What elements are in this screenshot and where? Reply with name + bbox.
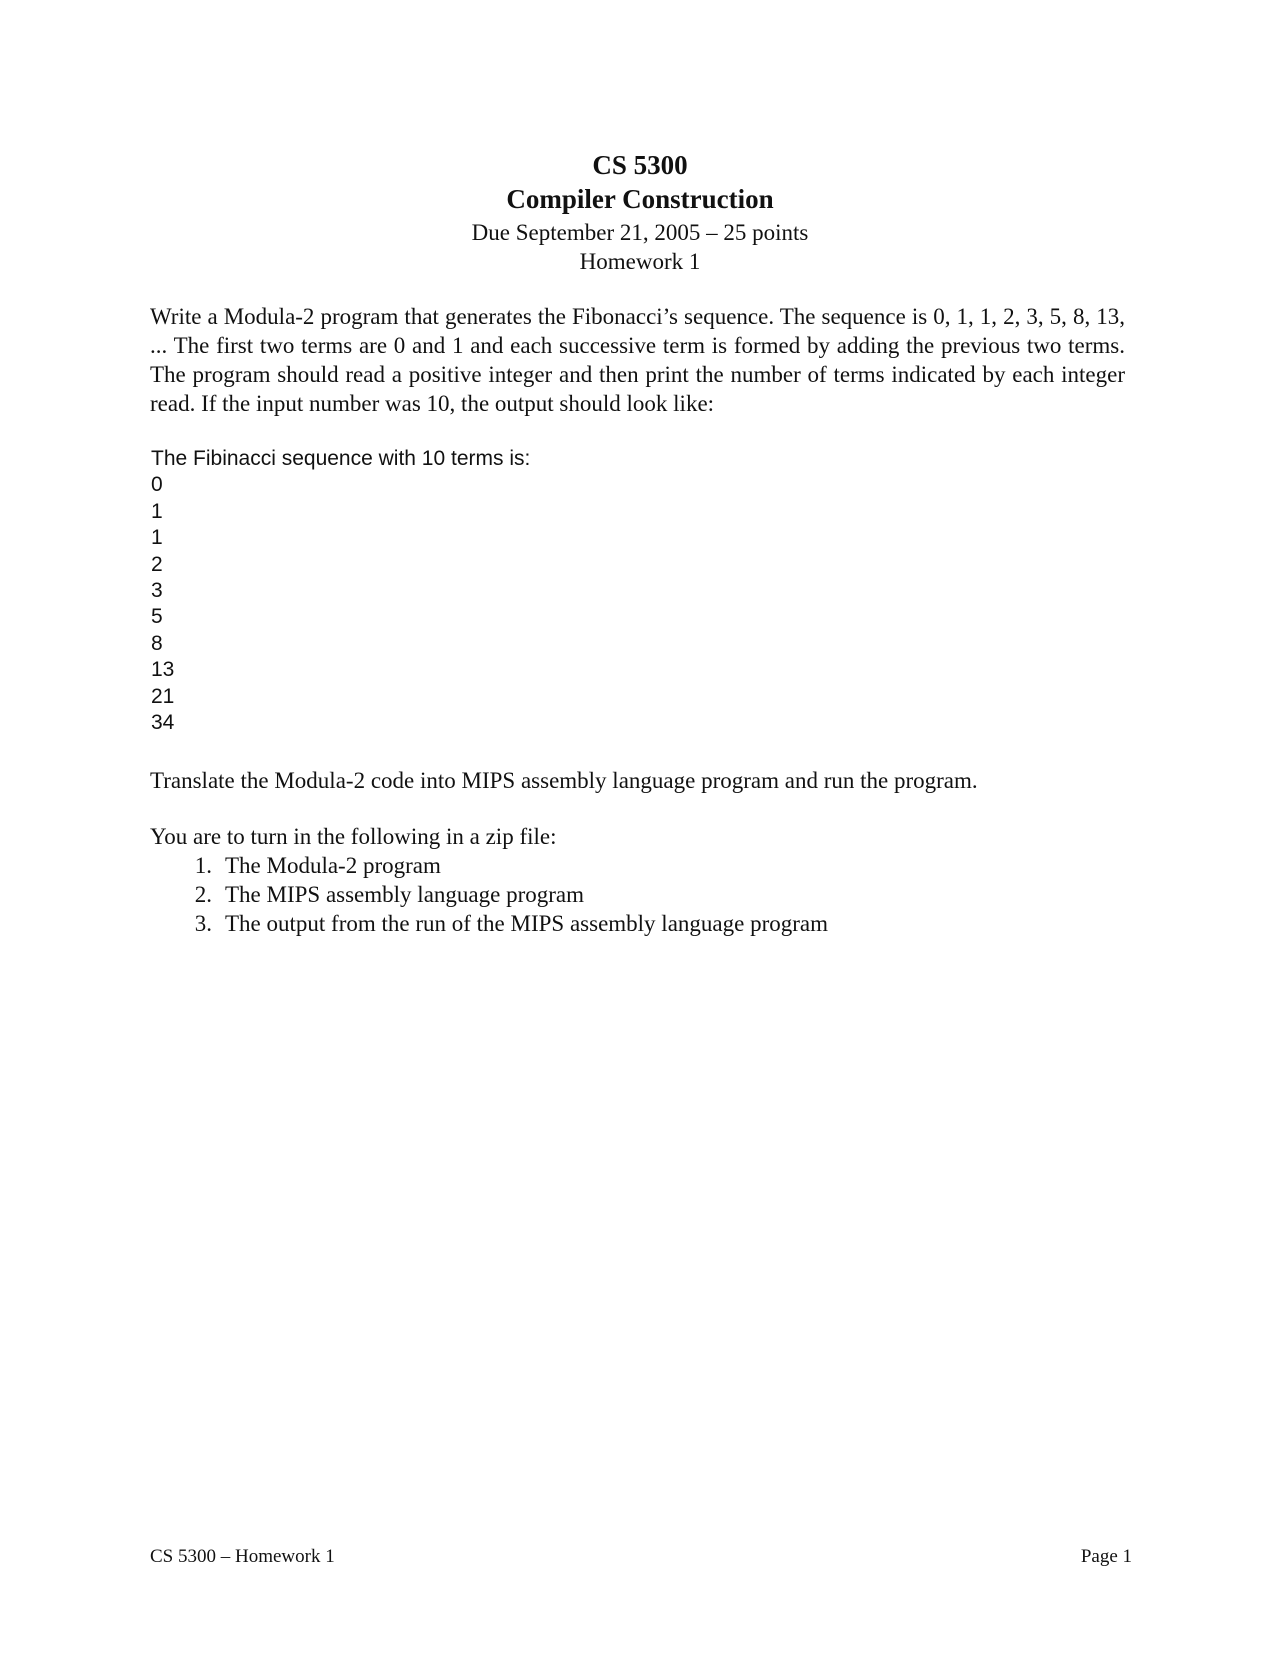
turnin-list: [150, 851, 828, 938]
list-item-text: The MIPS assembly language program: [225, 882, 584, 907]
course-title: Compiler Construction: [506, 184, 774, 214]
sample-output-term: 34: [151, 711, 175, 735]
list-item-number: 3.: [194, 911, 212, 936]
intro-paragraph: Write a Modula-2 program that generates the Fibonacci’s sequence. The sequence is 0, 1, 1, 2, 3, 5, 8, 13, ... The first two terms are 0 and 1 and each successive term is formed by adding the previous two terms. The program should read a positive integer and then print the number of terms indicated by each integer read. If the input number was 10, the output should look like:: [150, 304, 1125, 416]
sample-output: [151, 446, 530, 736]
due-date-line: Due September 21, 2005 – 25 points: [471, 220, 809, 245]
homework-label: Homework 1: [579, 249, 701, 274]
sample-output-term: 13: [151, 658, 175, 682]
sample-output-term: 2: [151, 552, 163, 576]
translate-paragraph: Translate the Modula-2 code into MIPS assembly language program and run the program.: [150, 768, 978, 793]
sample-output-term: 21: [151, 684, 175, 708]
list-item: [150, 880, 828, 909]
list-item: [150, 909, 828, 938]
sample-output-term: 0: [151, 473, 163, 497]
list-item-number: 2.: [194, 882, 212, 907]
sample-output-heading: The Fibinacci sequence with 10 terms is:: [151, 447, 531, 470]
sample-output-term: 1: [151, 499, 163, 523]
page-number: Page 1: [1080, 1546, 1132, 1567]
document-header: [0, 148, 1280, 276]
sample-output-term: 5: [151, 605, 163, 629]
course-code: CS 5300: [592, 150, 688, 180]
list-item-text: The output from the run of the MIPS assembly language program: [225, 911, 828, 936]
list-item: [150, 851, 828, 880]
list-item-number: 1.: [194, 853, 212, 878]
sample-output-term: 8: [151, 631, 163, 655]
turnin-intro: You are to turn in the following in a zip file:: [150, 824, 557, 849]
sample-output-term: 3: [151, 579, 163, 603]
sample-output-term: 1: [151, 526, 163, 550]
footer-title: CS 5300 – Homework 1: [150, 1546, 335, 1567]
list-item-text: The Modula-2 program: [225, 853, 441, 878]
